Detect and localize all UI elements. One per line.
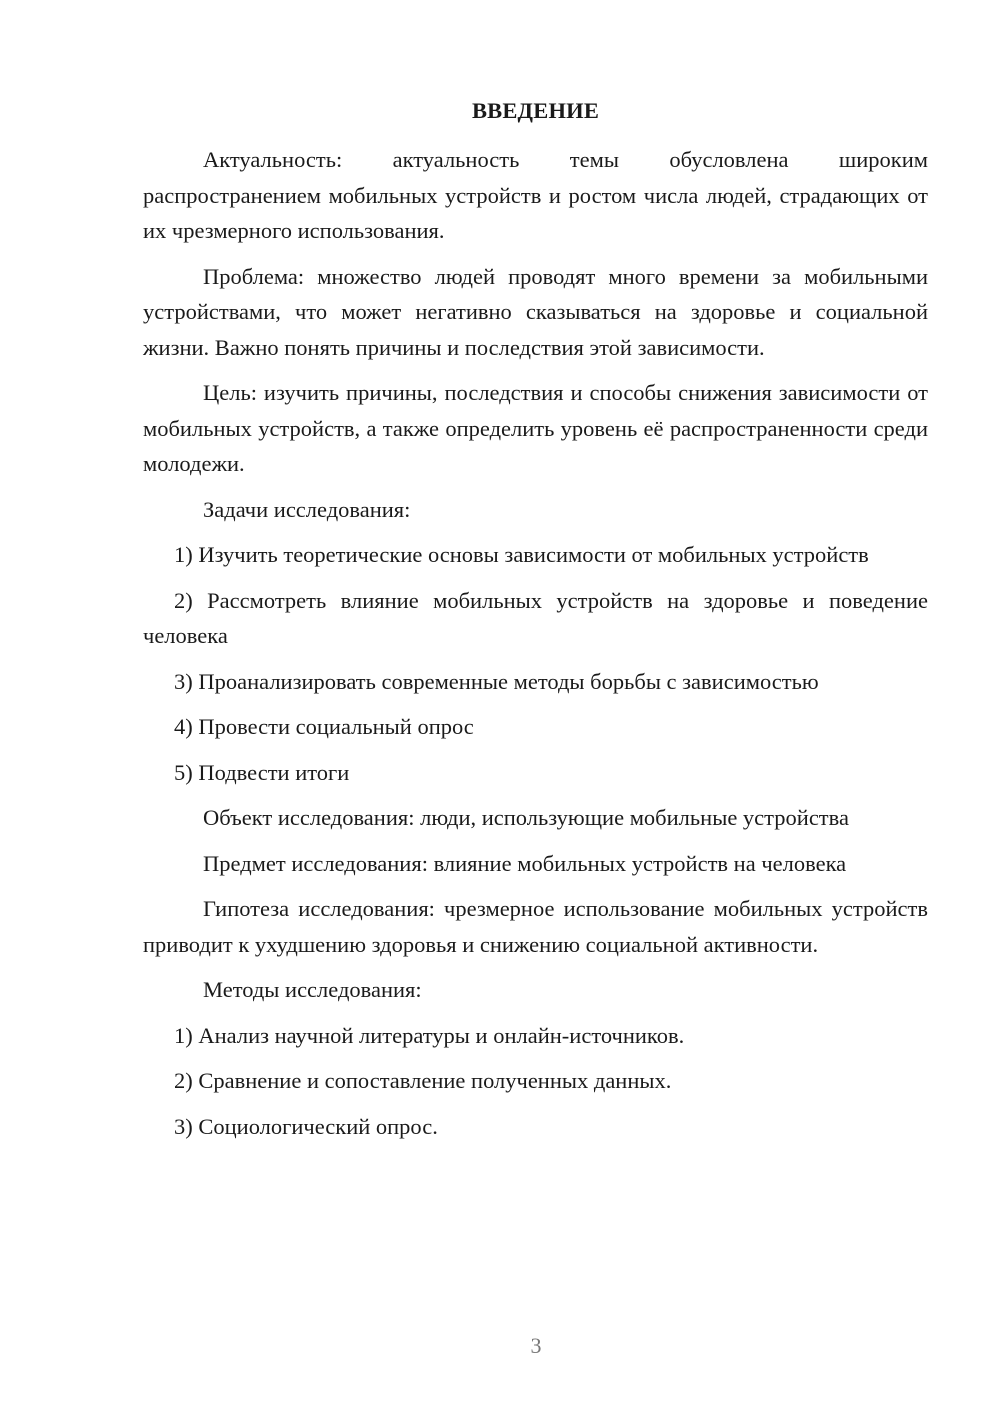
- method-item-1: 1) Анализ научной литературы и онлайн-источников.: [174, 1022, 685, 1048]
- task-item-5: 5) Подвести итоги: [174, 759, 350, 785]
- document-heading: ВВЕДЕНИЕ: [471, 98, 600, 123]
- task-item-3: 3) Проанализировать современные методы борьбы с зависимостью: [174, 668, 819, 694]
- methods-heading: Методы исследования:: [203, 977, 422, 1002]
- task-item-4: 4) Провести социальный опрос: [174, 714, 474, 739]
- paragraph-relevance: Актуальность: актуальность темы обусловлена широким распространением мобильных устройств и ростом числа людей, страдающих от их чрезмерного использования.: [143, 147, 928, 243]
- paragraph-goal: Цель: изучить причины, последствия и способы снижения зависимости от мобильных устройств, а также определить уровень её распространенности среди молодежи.: [143, 380, 928, 476]
- paragraph-subject: Предмет исследования: влияние мобильных устройств на человека: [203, 850, 847, 876]
- tasks-heading: Задачи исследования:: [203, 496, 411, 522]
- page-number: 3: [530, 1333, 542, 1358]
- task-item-1: 1) Изучить теоретические основы зависимости от мобильных устройств: [174, 542, 869, 567]
- method-item-2: 2) Сравнение и сопоставление полученных данных.: [174, 1068, 672, 1093]
- task-item-2: 2) Рассмотреть влияние мобильных устройств на здоровье и поведение человека: [143, 587, 928, 648]
- paragraph-problem: Проблема: множество людей проводят много времени за мобильными устройствами, что может негативно сказываться на здоровье и социальной жизни. Важно понять причины и последствия этой зависимости.: [143, 263, 928, 360]
- method-item-3: 3) Социологический опрос.: [174, 1113, 438, 1139]
- document-page: [143, 96, 928, 1154]
- paragraph-hypothesis: Гипотеза исследования: чрезмерное использование мобильных устройств приводит к ухудшению здоровья и снижению социальной активности.: [143, 896, 928, 957]
- paragraph-object: Объект исследования: люди, использующие мобильные устройства: [203, 805, 849, 830]
